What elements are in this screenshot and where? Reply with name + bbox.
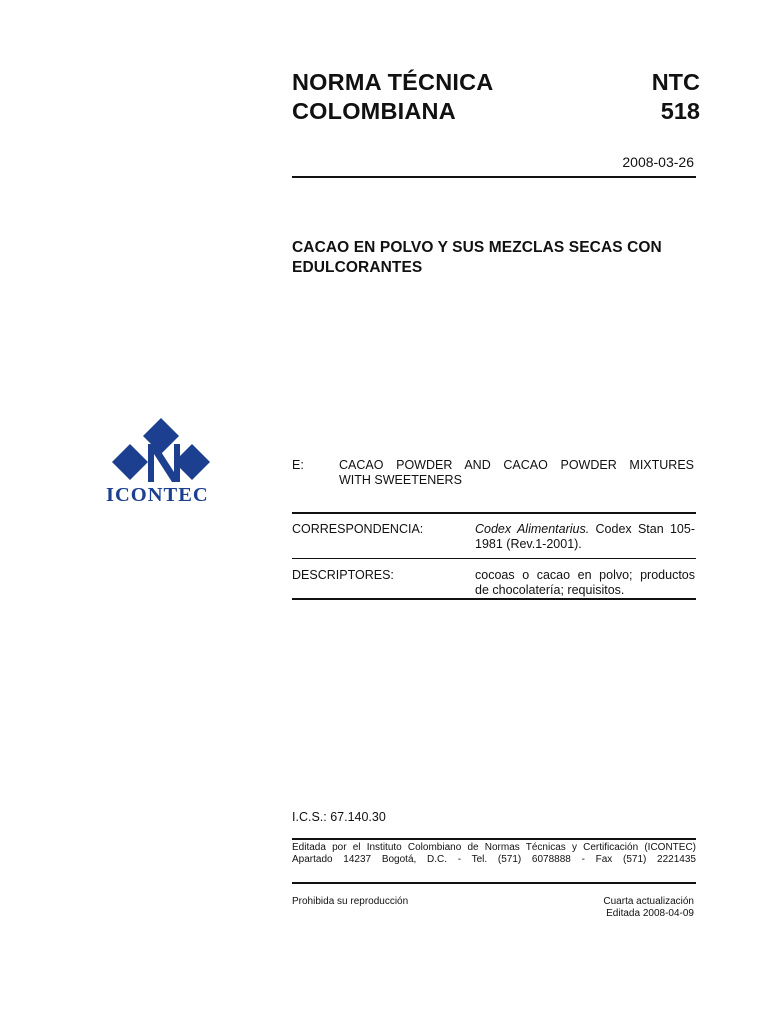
correspondencia-label: CORRESPONDENCIA: <box>292 522 424 536</box>
publication-date: 2008-03-26 <box>622 154 694 170</box>
title-line-2: COLOMBIANA <box>292 98 456 124</box>
document-title: CACAO EN POLVO Y SUS MEZCLAS SECAS CON EDULCORANTES <box>292 239 662 276</box>
update-line-1: Cuarta actualización <box>603 896 694 907</box>
descriptores-value <box>475 568 695 598</box>
codex-italic: Codex Alimentarius. <box>475 522 590 536</box>
descriptores-line-2: de chocolatería; requisitos. <box>475 583 625 597</box>
header-divider <box>292 176 696 178</box>
title-line-1: NORMA TÉCNICA <box>292 69 494 95</box>
code-line-1: NTC <box>651 69 700 95</box>
divider-5 <box>292 882 696 884</box>
editor-line-2: Apartado 14237 Bogotá, D.C. - Tel. (571) 6078888 - Fax (571) 2221435 <box>292 854 696 865</box>
divider-2 <box>292 558 696 559</box>
divider-4 <box>292 838 696 840</box>
divider-3 <box>292 598 696 600</box>
english-title <box>339 458 694 488</box>
code-line-2: 518 <box>660 98 700 124</box>
english-title-label: E: <box>292 458 304 472</box>
correspondencia-value <box>475 522 695 552</box>
editor-info <box>292 842 696 866</box>
icontec-logo-text: ICONTEC <box>106 484 209 506</box>
descriptores-line-1: cocoas o cacao en polvo; productos <box>475 568 695 582</box>
update-info <box>500 896 694 920</box>
correspondencia-line-2: 1981 (Rev.1-2001). <box>475 537 582 551</box>
english-title-line-2: WITH SWEETENERS <box>339 473 462 487</box>
divider-1 <box>292 512 696 514</box>
ics-code: I.C.S.: 67.140.30 <box>292 810 386 824</box>
editor-line-1: Editada por el Instituto Colombiano de Normas Técnicas y Certificación (ICONTEC) <box>292 842 696 853</box>
english-title-line-1: CACAO POWDER AND CACAO POWDER MIXTURES <box>339 458 694 472</box>
correspondencia-line-1 <box>475 522 695 537</box>
standard-type-title <box>292 68 592 126</box>
update-line-2: Editada 2008-04-09 <box>606 908 694 919</box>
descriptores-label: DESCRIPTORES: <box>292 568 394 582</box>
standard-code <box>560 68 700 126</box>
codex-stan: Codex Stan 105- <box>595 522 695 536</box>
reproduction-prohibited: Prohibida su reproducción <box>292 896 409 907</box>
